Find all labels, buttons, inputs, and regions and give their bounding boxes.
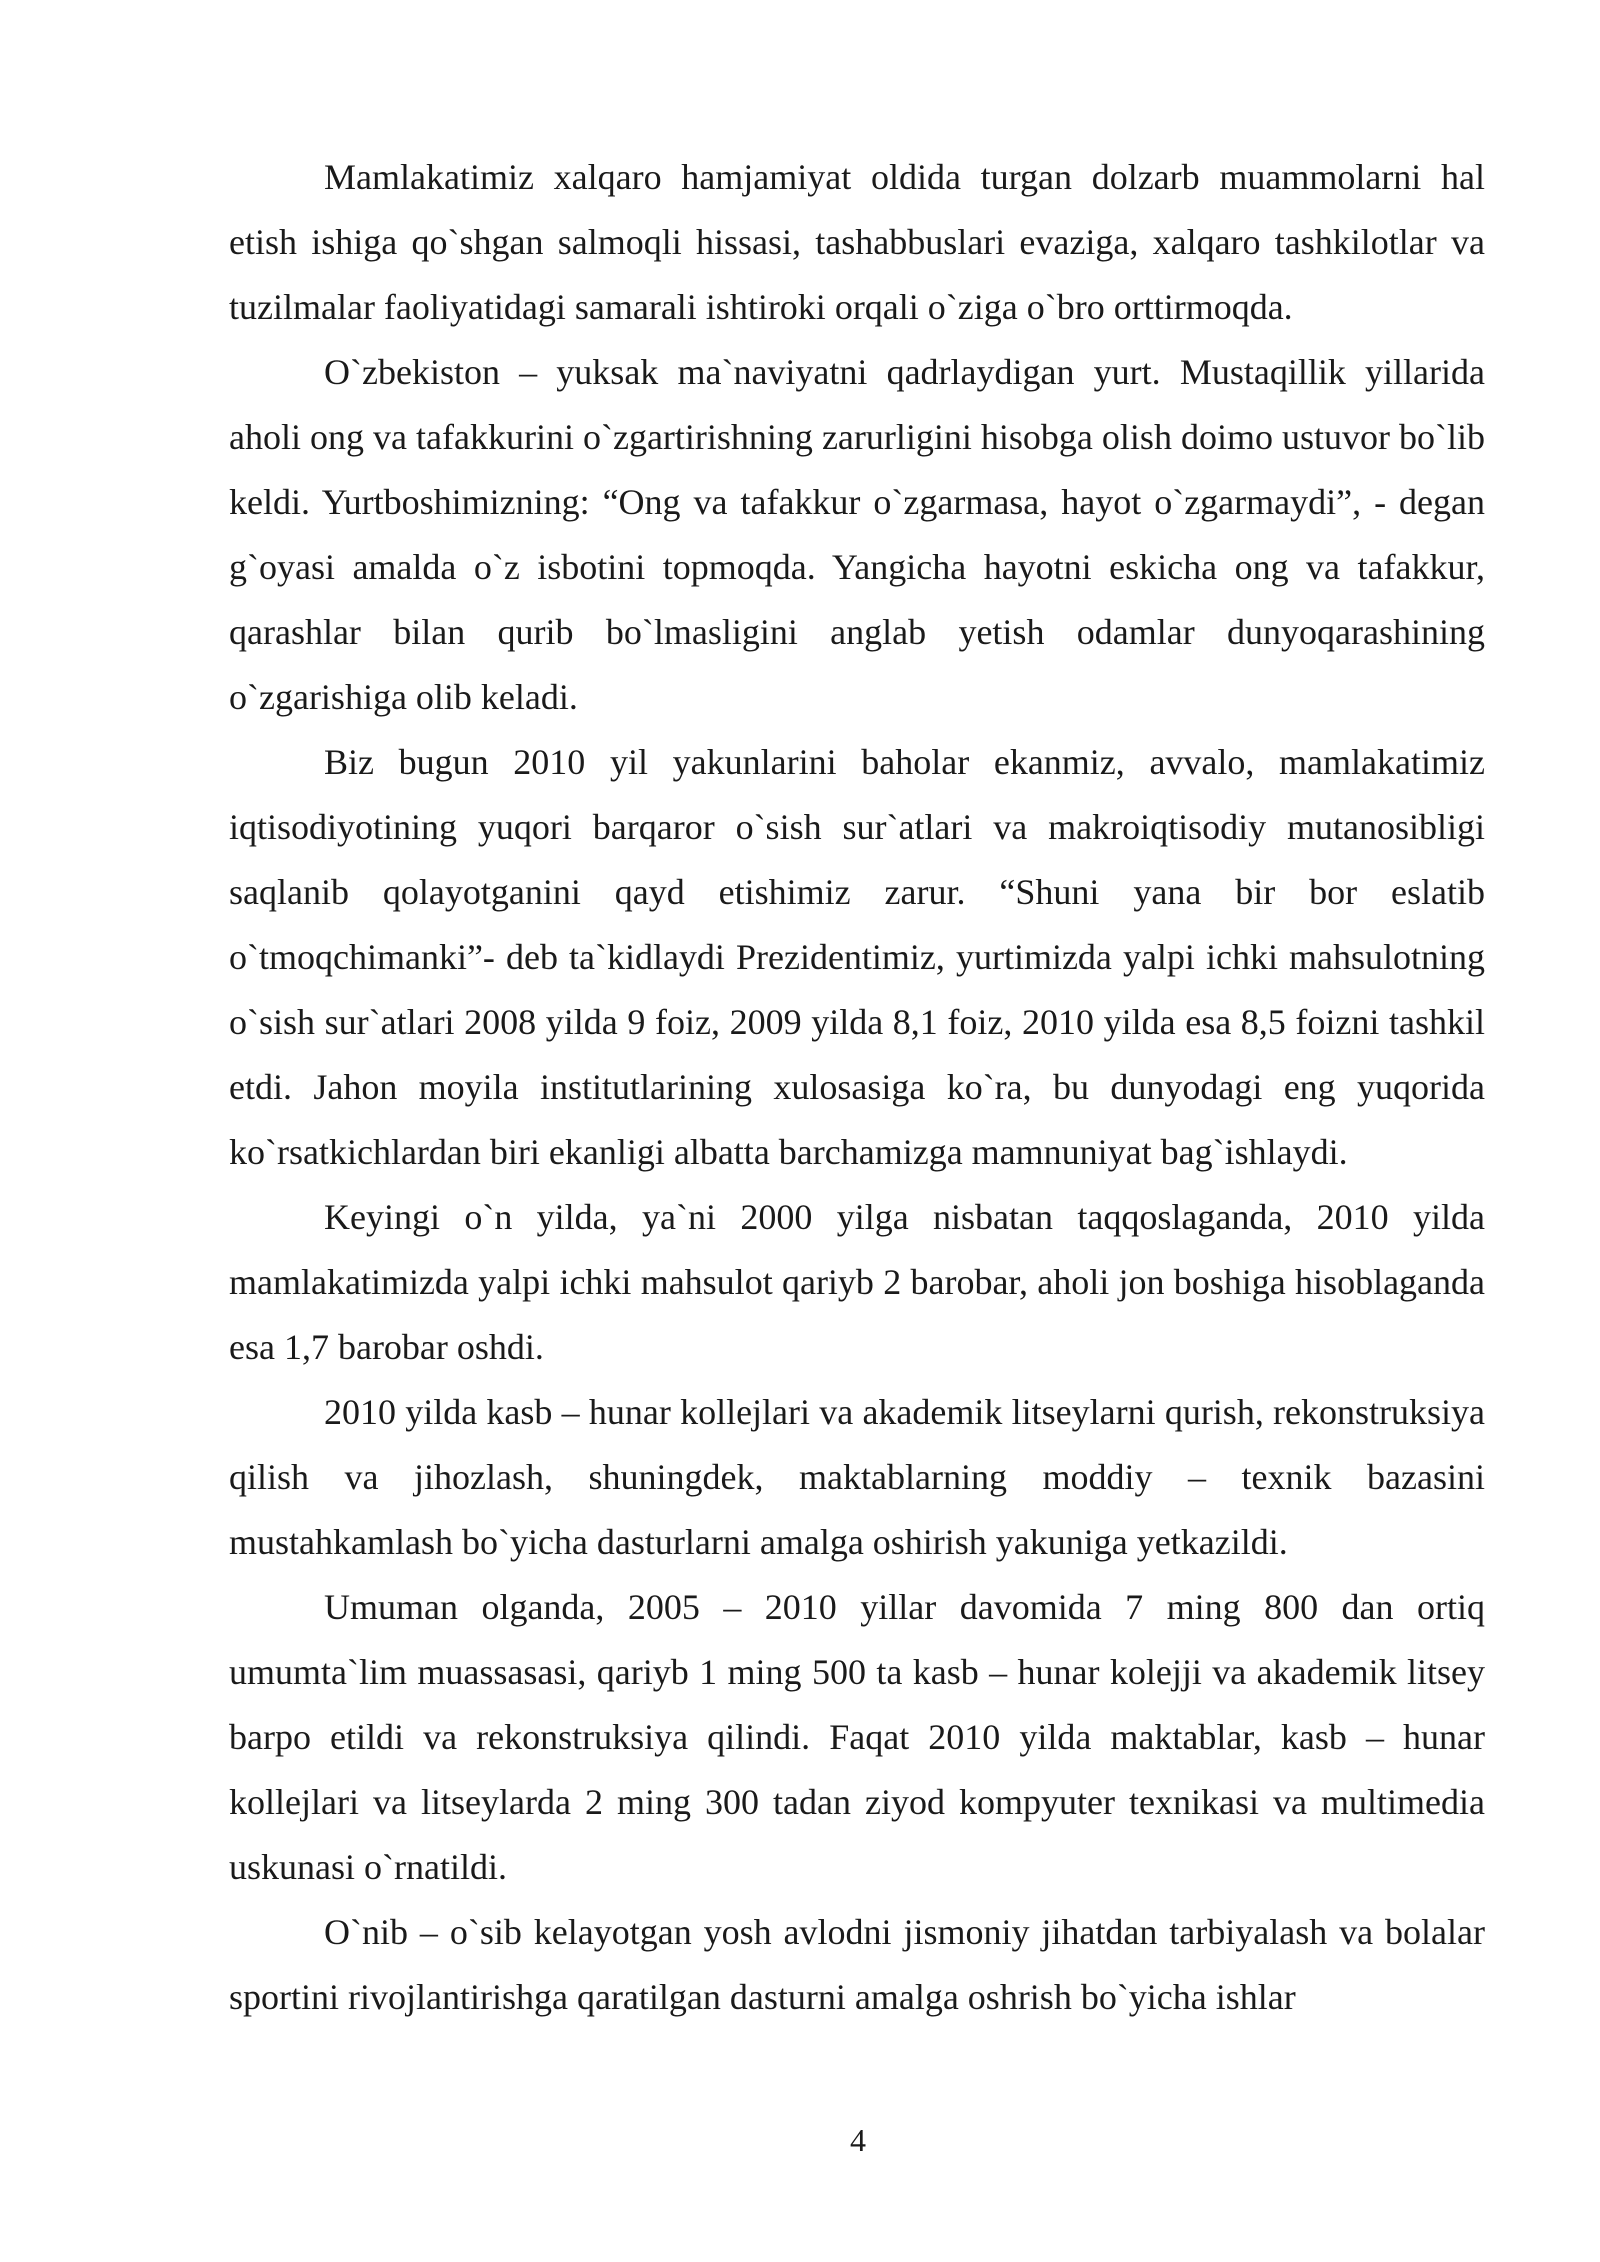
body-text — [229, 145, 1485, 2030]
paragraph: O`nib – o`sib kelayotgan yosh avlodni jismoniy jihatdan tarbiyalash va bolalar sportini rivojlantirishga qaratilgan dasturni amalga oshrish bo`yicha ishlar — [229, 1912, 1485, 2017]
paragraph: O`zbekiston – yuksak ma`naviyatni qadrlaydigan yurt. Mustaqillik yillarida aholi ong va tafakkurini o`zgartirishning zarurligini hisobga olish doimo ustuvor bo`lib keldi. Yurtboshimizning: “Ong va tafakkur o`zgarmasa, hayot o`zgarmaydi”, - degan g`oyasi amalda o`z isbotini topmoqda. Yangicha hayotni eskicha ong va tafakkur, qarashlar bilan qurib bo`lmasligini anglab yetish odamlar dunyoqarashining o`zgarishiga olib keladi. — [229, 352, 1485, 717]
page-number: 4 — [850, 2122, 866, 2158]
paragraph: Biz bugun 2010 yil yakunlarini baholar ekanmiz, avvalo, mamlakatimiz iqtisodiyotining yuqori barqaror o`sish sur`atlari va makroiqtisodiy mutanosibligi saqlanib qolayotganini qayd etishimiz zarur. “Shuni yana bir bor eslatib o`tmoqchimanki”- deb ta`kidlaydi Prezidentimiz, yurtimizda yalpi ichki mahsulotning o`sish sur`atlari 2008 yilda 9 foiz, 2009 yilda 8,1 foiz, 2010 yilda esa 8,5 foizni tashkil etdi. Jahon moyila institutlarining xulosasiga ko`ra, bu dunyodagi eng yuqorida ko`rsatkichlardan biri ekanligi albatta barchamizga mamnuniyat bag`ishlaydi. — [229, 742, 1485, 1172]
paragraph: 2010 yilda kasb – hunar kollejlari va akademik litseylarni qurish, rekonstruksiya qilish va jihozlash, shuningdek, maktablarning moddiy – texnik bazasini mustahkamlash bo`yicha dasturlarni amalga oshirish yakuniga yetkazildi. — [229, 1392, 1485, 1562]
paragraph: Keyingi o`n yilda, ya`ni 2000 yilga nisbatan taqqoslaganda, 2010 yilda mamlakatimizda yalpi ichki mahsulot qariyb 2 barobar, aholi jon boshiga hisoblaganda esa 1,7 barobar oshdi. — [229, 1197, 1485, 1367]
paragraph: Mamlakatimiz xalqaro hamjamiyat oldida turgan dolzarb muammolarni hal etish ishiga qo`shgan salmoqli hissasi, tashabbuslari evaziga, xalqaro tashkilotlar va tuzilmalar faoliyatidagi samarali ishtiroki orqali o`ziga o`bro orttirmoqda. — [229, 157, 1485, 327]
paragraph: Umuman olganda, 2005 – 2010 yillar davomida 7 ming 800 dan ortiq umumta`lim muassasasi, qariyb 1 ming 500 ta kasb – hunar kolejji va akademik litsey barpo etildi va rekonstruksiya qilindi. Faqat 2010 yilda maktablar, kasb – hunar kollejlari va litseylarda 2 ming 300 tadan ziyod kompyuter texnikasi va multimedia uskunasi o`rnatildi. — [229, 1587, 1485, 1887]
